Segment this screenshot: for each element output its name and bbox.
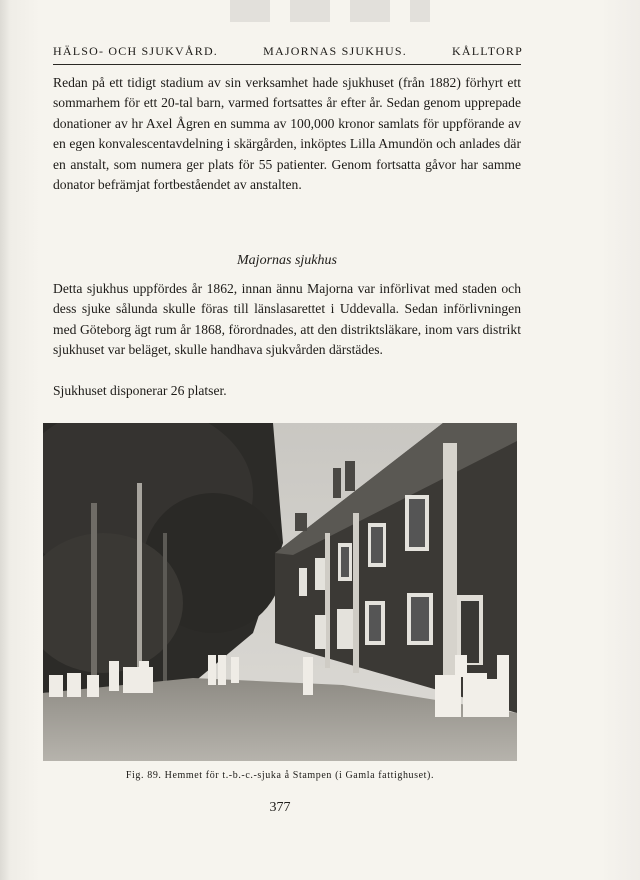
page-number: 377: [269, 800, 291, 815]
paragraph: Detta sjukhus uppfördes år 1862, innan ännu Majorna var införlivat med staden och dess sjuke sålunda skulle föras till länslasarettet i Uddevalla. Sedan införlivningen med Göteborg ägt rum år 1868, förordnades, att den distriktsläkare, inom vars distrikt sjukhuset var beläget, skulle handhava sjukvården därstädes.: [53, 281, 521, 358]
header-rule: [53, 64, 521, 65]
running-head-right: KÅLLTORP: [452, 44, 523, 58]
show-through-bleed: [230, 0, 430, 22]
running-head: [53, 44, 523, 59]
paragraph: Redan på ett tidigt stadium av sin verksamhet hade sjukhuset (från 1882) förhyrt ett sommarhem för ett 20-tal barn, varmed fortsattes år efter år. Sedan genom upprepade donationer av hr Axel Ågren en summa av 100,000 kronor samlats för uppförande av en egen konvalescentavdelning i skärgården, inköptes Lilla Amundön och anlades där en anstalt, som numera ger plats för 55 patienter. Genom fortsatta gåvor har samme donator befrämjat fortbeståendet av anstalten.: [53, 75, 521, 193]
running-head-left: HÄLSO- OCH SJUKVÅRD.: [53, 44, 219, 58]
running-head-center: MAJORNAS SJUKHUS.: [263, 44, 407, 58]
figure-photograph: [43, 423, 517, 761]
section-paragraph-block: [53, 381, 521, 401]
hospital-building-photo: [43, 423, 517, 761]
section-paragraph-block: [53, 279, 521, 361]
paragraph: Sjukhuset disponerar 26 platser.: [53, 383, 227, 398]
section-title: Majornas sjukhus: [237, 253, 337, 268]
intro-paragraph-block: [53, 73, 521, 195]
figure-caption: Fig. 89. Hemmet för t.-b.-c.-sjuka å Stampen (i Gamla fattighuset).: [125, 770, 435, 781]
